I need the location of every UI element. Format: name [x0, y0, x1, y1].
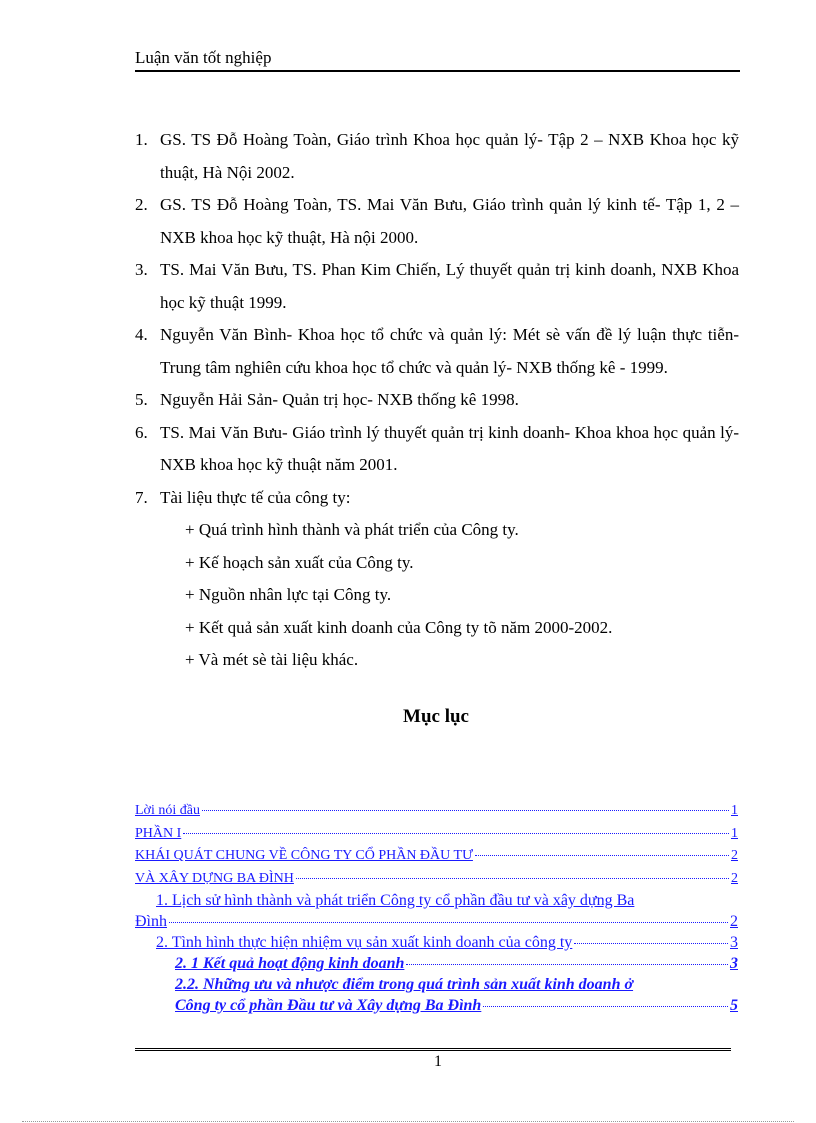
toc-page-number: 3 — [730, 955, 738, 972]
running-header: Luận văn tốt nghiệp — [135, 48, 740, 72]
reference-item — [135, 319, 739, 384]
toc-page-number: 1 — [731, 803, 738, 818]
toc-page-number: 2 — [730, 913, 738, 930]
toc-leader — [169, 922, 728, 923]
footer-rule — [135, 1048, 731, 1051]
toc-page-number: 1 — [731, 825, 738, 841]
toc-entry-text: PHẦN I — [135, 825, 182, 841]
sub-item: + Kết quả sản xuất kinh doanh của Công ty tõ năm 2000-2002. — [185, 617, 613, 637]
toc-leader — [475, 855, 729, 856]
reference-number: 5. — [135, 390, 148, 409]
reference-number: 4. — [135, 325, 148, 344]
reference-text: TS. Mai Văn Bưu, TS. Phan Kim Chiến, Lý thuyết quản trị kinh doanh, NXB Khoa học kỹ thuật 1999. — [160, 260, 739, 312]
toc-page-number: 2 — [731, 848, 738, 863]
table-of-contents — [135, 800, 738, 1016]
toc-leader — [574, 943, 728, 944]
toc-link-khai-quat[interactable] — [135, 845, 738, 868]
reference-item — [135, 417, 739, 482]
toc-link-lich-su[interactable] — [135, 890, 738, 932]
reference-text: GS. TS Đỗ Hoàng Toàn, Giáo trình Khoa học quản lý- Tập 2 – NXB Khoa học kỹ thuật, Hà Nội 2002. — [160, 130, 739, 182]
reference-item — [135, 384, 739, 417]
reference-item — [135, 124, 739, 189]
toc-page-number: 5 — [730, 997, 738, 1014]
reference-number: 2. — [135, 195, 148, 214]
page-bottom-border — [22, 1121, 794, 1122]
reference-number: 1. — [135, 130, 148, 149]
toc-leader — [406, 964, 728, 965]
toc-page-number: 2 — [731, 870, 738, 886]
toc-title: Mục lục — [403, 706, 469, 727]
toc-link-ket-qua[interactable] — [135, 953, 738, 974]
company-materials-list — [160, 514, 739, 677]
toc-page-number: 3 — [730, 934, 738, 951]
toc-entry-text: Lời nói đầu — [135, 803, 200, 818]
toc-leader — [183, 833, 729, 834]
reference-text: Tài liệu thực tế của công ty: — [160, 487, 351, 507]
toc-link-uu-nhuoc-diem[interactable] — [135, 974, 738, 1016]
reference-list — [135, 124, 739, 677]
toc-entry-text: KHÁI QUÁT CHUNG VỀ CÔNG TY CỔ PHẦN ĐẦU TƯ — [135, 848, 473, 863]
toc-entry-text: VÀ XÂY DỰNG BA ĐÌNH — [135, 870, 294, 886]
toc-entry-text: 1. Lịch sử hình thành và phát triển Công ty cổ phần đầu tư và xây dựng Ba — [156, 892, 635, 909]
toc-entry-text: Đình — [135, 913, 167, 930]
toc-entry-text: 2. Tình hình thực hiện nhiệm vụ sản xuất kinh doanh của công ty — [156, 934, 573, 951]
reference-number: 3. — [135, 260, 148, 279]
reference-number: 7. — [135, 487, 148, 507]
toc-leader — [483, 1006, 728, 1007]
sub-item: + Quá trình hình thành và phát triển của Công ty. — [185, 520, 519, 539]
reference-number: 6. — [135, 422, 148, 442]
reference-item — [135, 189, 739, 254]
page-number: 1 — [434, 1053, 442, 1070]
toc-leader — [202, 810, 729, 811]
toc-link-tinh-hinh[interactable] — [135, 932, 738, 953]
sub-item: + Kế hoạch sản xuất của Công ty. — [185, 552, 414, 572]
toc-leader — [296, 878, 729, 879]
reference-text: Nguyễn Văn Bình- Khoa học tổ chức và quản lý: Mét sè vấn đề lý luận thực tiễn- Trung tâm nghiên cứu khoa học tổ chức và quản lý- NXB thống kê - 1999. — [160, 325, 739, 377]
sub-item: + Và mét sè tài liệu khác. — [185, 650, 359, 669]
reference-text: GS. TS Đỗ Hoàng Toàn, TS. Mai Văn Bưu, Giáo trình quản lý kinh tế- Tập 1, 2 – NXB khoa học kỹ thuật, Hà nội 2000. — [160, 195, 739, 247]
toc-link-phan-1[interactable] — [135, 823, 738, 846]
toc-entry-text: 2.2. Những ưu và nhược điểm trong quá trình sản xuất kinh doanh ở — [175, 976, 634, 993]
toc-entry-text: 2. 1 Kết quả hoạt động kinh doanh — [175, 955, 405, 972]
reference-item — [135, 254, 739, 319]
reference-text: TS. Mai Văn Bưu- Giáo trình lý thuyết quản trị kinh doanh- Khoa khoa học quản lý- NXB khoa học kỹ thuật năm 2001. — [160, 422, 739, 474]
toc-entry-text: Công ty cổ phần Đầu tư và Xây dựng Ba Đình — [175, 997, 482, 1014]
sub-item: + Nguồn nhân lực tại Công ty. — [185, 585, 392, 604]
toc-link-loi-noi-dau[interactable] — [135, 800, 738, 823]
reference-item — [135, 482, 739, 677]
toc-link-xay-dung[interactable] — [135, 868, 738, 891]
reference-text: Nguyễn Hải Sản- Quản trị học- NXB thống kê 1998. — [160, 390, 519, 409]
